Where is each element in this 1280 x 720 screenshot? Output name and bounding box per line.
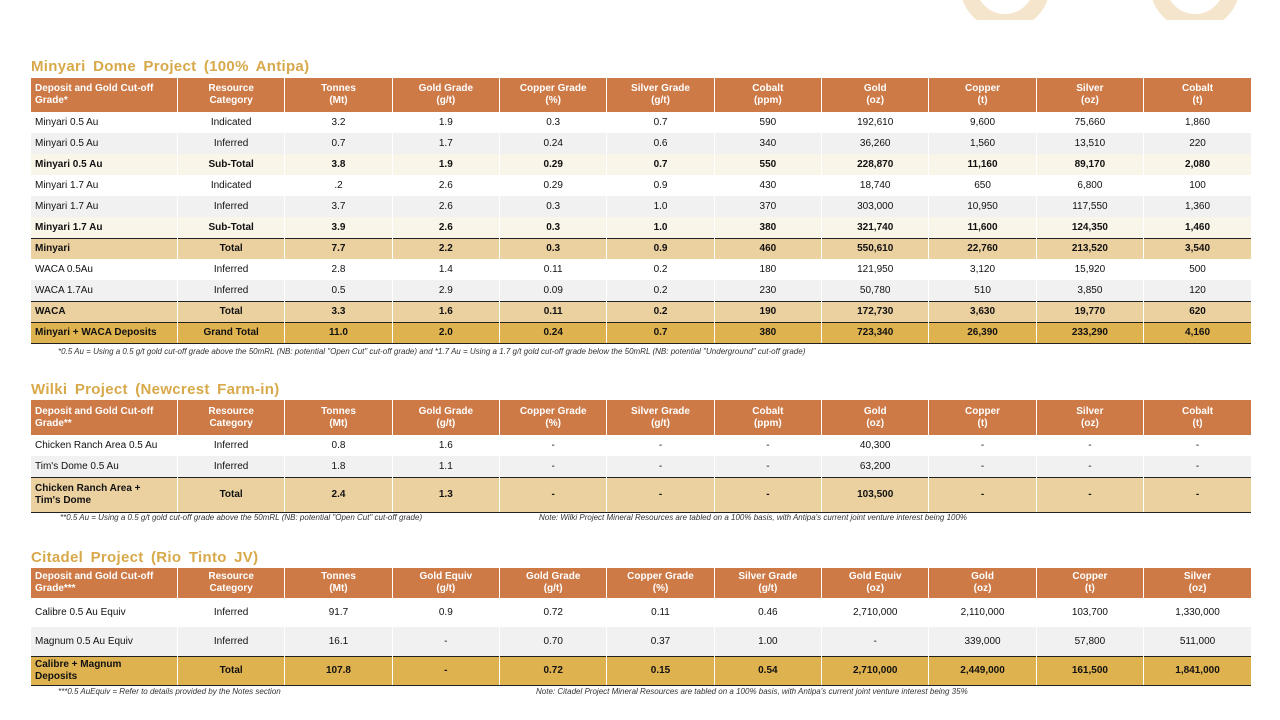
table-cell: 100 xyxy=(1144,175,1251,196)
table-cell: 75,660 xyxy=(1036,112,1143,133)
table-cell: 91.7 xyxy=(285,598,392,627)
minyari-resource-table xyxy=(31,78,1251,344)
table-cell: 57,800 xyxy=(1036,627,1143,656)
table-cell: - xyxy=(822,627,929,656)
table-cell: Grand Total xyxy=(177,322,284,343)
table-cell: 3.8 xyxy=(285,154,392,175)
table-cell: 1.9 xyxy=(392,112,499,133)
table-cell: 11,160 xyxy=(929,154,1036,175)
column-header: Gold Grade (g/t) xyxy=(392,78,499,112)
column-header: Gold (oz) xyxy=(822,78,929,112)
table-cell: Inferred xyxy=(177,435,284,456)
table-cell: 0.3 xyxy=(500,238,607,259)
column-header: Cobalt (t) xyxy=(1144,78,1251,112)
column-header: Gold (oz) xyxy=(929,568,1036,598)
table-cell: - xyxy=(714,435,821,456)
table-cell: 1,841,000 xyxy=(1144,656,1251,685)
table-cell: 0.11 xyxy=(500,259,607,280)
table-cell: 3.9 xyxy=(285,217,392,238)
minyari-title: Minyari Dome Project (100% Antipa) xyxy=(31,58,310,75)
table-cell: 63,200 xyxy=(822,456,929,477)
table-cell: Sub-Total xyxy=(177,217,284,238)
table-cell: 103,500 xyxy=(822,477,929,512)
column-header: Resource Category xyxy=(177,78,284,112)
table-cell: 430 xyxy=(714,175,821,196)
table-cell: 0.7 xyxy=(607,112,714,133)
wilki-note: Note: Wilki Project Mineral Resources are tabled on a 100% basis, with Antipa's current joint venture interest being 100% xyxy=(539,513,968,522)
table-cell: - xyxy=(500,456,607,477)
column-header: Deposit and Gold Cut-off Grade** xyxy=(31,400,177,435)
table-cell: - xyxy=(607,477,714,512)
grand-total-row xyxy=(31,656,1251,685)
minyari-header-row xyxy=(31,78,1251,112)
column-header: Gold Grade (g/t) xyxy=(500,568,607,598)
table-cell: Minyari 1.7 Au xyxy=(31,175,177,196)
column-header: Deposit and Gold Cut-off Grade* xyxy=(31,78,177,112)
table-cell: - xyxy=(929,435,1036,456)
table-cell: 9,600 xyxy=(929,112,1036,133)
table-cell: 121,950 xyxy=(822,259,929,280)
table-cell: 103,700 xyxy=(1036,598,1143,627)
table-cell: - xyxy=(1144,435,1251,456)
column-header: Copper (t) xyxy=(929,78,1036,112)
table-cell: Inferred xyxy=(177,196,284,217)
table-cell: 0.9 xyxy=(392,598,499,627)
table-cell: 172,730 xyxy=(822,301,929,322)
table-cell: - xyxy=(607,456,714,477)
table-cell: 0.11 xyxy=(500,301,607,322)
citadel-resource-table xyxy=(31,568,1251,686)
wilki-header-row xyxy=(31,400,1251,435)
table-cell: 2,080 xyxy=(1144,154,1251,175)
table-cell: 0.72 xyxy=(500,598,607,627)
column-header: Cobalt (t) xyxy=(1144,400,1251,435)
table-cell: Total xyxy=(177,656,284,685)
table-cell: Indicated xyxy=(177,175,284,196)
grand-total-row xyxy=(31,322,1251,343)
table-cell: 2.0 xyxy=(392,322,499,343)
column-header: Cobalt (ppm) xyxy=(714,78,821,112)
column-header: Tonnes (Mt) xyxy=(285,568,392,598)
column-header: Copper (t) xyxy=(929,400,1036,435)
table-cell: - xyxy=(929,456,1036,477)
table-cell: 0.2 xyxy=(607,280,714,301)
table-cell: Minyari 0.5 Au xyxy=(31,133,177,154)
table-cell: Inferred xyxy=(177,627,284,656)
table-cell: - xyxy=(1144,477,1251,512)
table-cell: 2.6 xyxy=(392,175,499,196)
table-cell: 6,800 xyxy=(1036,175,1143,196)
table-cell: 124,350 xyxy=(1036,217,1143,238)
table-cell: WACA 0.5Au xyxy=(31,259,177,280)
table-cell: - xyxy=(1036,477,1143,512)
column-header: Gold (oz) xyxy=(822,400,929,435)
table-cell: 380 xyxy=(714,322,821,343)
column-header: Cobalt (ppm) xyxy=(714,400,821,435)
table-cell: 18,740 xyxy=(822,175,929,196)
column-header: Tonnes (Mt) xyxy=(285,78,392,112)
column-header: Gold Grade (g/t) xyxy=(392,400,499,435)
column-header: Resource Category xyxy=(177,568,284,598)
table-cell: 1,360 xyxy=(1144,196,1251,217)
table-cell: .2 xyxy=(285,175,392,196)
table-cell: Total xyxy=(177,301,284,322)
table-cell: Chicken Ranch Area 0.5 Au xyxy=(31,435,177,456)
table-row xyxy=(31,175,1251,196)
table-cell: 0.72 xyxy=(500,656,607,685)
table-cell: 723,340 xyxy=(822,322,929,343)
citadel-footnote: ***0.5 AuEquiv = Refer to details provided by the Notes section xyxy=(58,687,281,696)
table-cell: - xyxy=(392,656,499,685)
citadel-note: Note: Citadel Project Mineral Resources are tabled on a 100% basis, with Antipa's current joint venture interest being 35% xyxy=(536,687,968,696)
column-header: Silver (oz) xyxy=(1036,400,1143,435)
table-cell: 3.7 xyxy=(285,196,392,217)
table-cell: 230 xyxy=(714,280,821,301)
table-cell: Minyari 0.5 Au xyxy=(31,154,177,175)
table-row xyxy=(31,598,1251,627)
table-cell: Inferred xyxy=(177,280,284,301)
table-cell: 370 xyxy=(714,196,821,217)
table-cell: 190 xyxy=(714,301,821,322)
table-cell: 228,870 xyxy=(822,154,929,175)
table-cell: 1.6 xyxy=(392,435,499,456)
column-header: Deposit and Gold Cut-off Grade*** xyxy=(31,568,177,598)
table-cell: Minyari 1.7 Au xyxy=(31,196,177,217)
table-cell: - xyxy=(1144,456,1251,477)
table-cell: 303,000 xyxy=(822,196,929,217)
wilki-resource-table xyxy=(31,400,1251,513)
table-cell: 590 xyxy=(714,112,821,133)
table-cell: - xyxy=(1036,456,1143,477)
table-cell: 107.8 xyxy=(285,656,392,685)
table-cell: 2,710,000 xyxy=(822,598,929,627)
table-cell: 0.37 xyxy=(607,627,714,656)
column-header: Copper Grade (%) xyxy=(607,568,714,598)
table-cell: 220 xyxy=(1144,133,1251,154)
table-cell: Tim's Dome 0.5 Au xyxy=(31,456,177,477)
table-cell: 0.11 xyxy=(607,598,714,627)
table-cell: 19,770 xyxy=(1036,301,1143,322)
table-cell: 3.2 xyxy=(285,112,392,133)
table-cell: 339,000 xyxy=(929,627,1036,656)
table-cell: Calibre + Magnum Deposits xyxy=(31,656,177,685)
table-cell: 2,110,000 xyxy=(929,598,1036,627)
table-cell: 1.0 xyxy=(607,196,714,217)
table-cell: 0.7 xyxy=(607,154,714,175)
table-cell: 321,740 xyxy=(822,217,929,238)
table-cell: 16.1 xyxy=(285,627,392,656)
table-cell: 0.3 xyxy=(500,217,607,238)
table-cell: - xyxy=(392,627,499,656)
table-cell: 340 xyxy=(714,133,821,154)
column-header: Tonnes (Mt) xyxy=(285,400,392,435)
table-cell: 3,540 xyxy=(1144,238,1251,259)
table-cell: 233,290 xyxy=(1036,322,1143,343)
table-cell: - xyxy=(929,477,1036,512)
table-cell: Sub-Total xyxy=(177,154,284,175)
table-cell: 511,000 xyxy=(1144,627,1251,656)
table-cell: 0.15 xyxy=(607,656,714,685)
table-cell: Minyari + WACA Deposits xyxy=(31,322,177,343)
table-cell: 1,330,000 xyxy=(1144,598,1251,627)
column-header: Silver (oz) xyxy=(1036,78,1143,112)
table-cell: 2.9 xyxy=(392,280,499,301)
table-cell: 117,550 xyxy=(1036,196,1143,217)
subtotal-row xyxy=(31,217,1251,238)
column-header: Copper (t) xyxy=(1036,568,1143,598)
table-cell: - xyxy=(607,435,714,456)
table-cell: - xyxy=(1036,435,1143,456)
table-cell: 13,510 xyxy=(1036,133,1143,154)
table-cell: 2,710,000 xyxy=(822,656,929,685)
table-cell: - xyxy=(500,477,607,512)
table-cell: WACA 1.7Au xyxy=(31,280,177,301)
table-cell: 0.46 xyxy=(714,598,821,627)
minyari-footnote: *0.5 Au = Using a 0.5 g/t gold cut-off grade above the 50mRL (NB: potential "Open Cut" cut-off grade) and *1.7 Au = Using a 1.7 g/t gold cut-off grade below the 50mRL (NB: potential "Underground" cut-off grade) xyxy=(58,347,806,356)
table-cell: 11,600 xyxy=(929,217,1036,238)
table-cell: 650 xyxy=(929,175,1036,196)
table-cell: 22,760 xyxy=(929,238,1036,259)
table-cell: 550 xyxy=(714,154,821,175)
column-header: Silver Grade (g/t) xyxy=(607,400,714,435)
table-cell: Minyari 1.7 Au xyxy=(31,217,177,238)
table-cell: 40,300 xyxy=(822,435,929,456)
table-cell: 36,260 xyxy=(822,133,929,154)
table-cell: 0.5 xyxy=(285,280,392,301)
table-cell: 1.7 xyxy=(392,133,499,154)
table-row xyxy=(31,280,1251,301)
table-cell: 510 xyxy=(929,280,1036,301)
table-row xyxy=(31,259,1251,280)
table-cell: 2.2 xyxy=(392,238,499,259)
table-cell: 2.4 xyxy=(285,477,392,512)
table-cell: 2.6 xyxy=(392,217,499,238)
table-cell: 0.3 xyxy=(500,196,607,217)
table-cell: 89,170 xyxy=(1036,154,1143,175)
corner-decoration xyxy=(950,0,1250,20)
column-header: Copper Grade (%) xyxy=(500,400,607,435)
table-cell: - xyxy=(714,456,821,477)
table-cell: 0.70 xyxy=(500,627,607,656)
table-cell: WACA xyxy=(31,301,177,322)
table-cell: Inferred xyxy=(177,259,284,280)
table-cell: Minyari xyxy=(31,238,177,259)
table-cell: 0.24 xyxy=(500,133,607,154)
table-cell: Inferred xyxy=(177,456,284,477)
table-cell: 11.0 xyxy=(285,322,392,343)
table-cell: 0.29 xyxy=(500,154,607,175)
table-cell: 550,610 xyxy=(822,238,929,259)
table-cell: - xyxy=(714,477,821,512)
table-cell: 161,500 xyxy=(1036,656,1143,685)
table-row xyxy=(31,133,1251,154)
column-header: Silver Grade (g/t) xyxy=(714,568,821,598)
column-header: Silver Grade (g/t) xyxy=(607,78,714,112)
table-cell: 10,950 xyxy=(929,196,1036,217)
table-row xyxy=(31,435,1251,456)
wilki-title: Wilki Project (Newcrest Farm-in) xyxy=(31,381,280,398)
table-cell: 4,160 xyxy=(1144,322,1251,343)
table-cell: 1.9 xyxy=(392,154,499,175)
table-cell: 213,520 xyxy=(1036,238,1143,259)
column-header: Gold Equiv (oz) xyxy=(822,568,929,598)
table-cell: Calibre 0.5 Au Equiv xyxy=(31,598,177,627)
table-cell: 192,610 xyxy=(822,112,929,133)
table-cell: Inferred xyxy=(177,133,284,154)
table-cell: 1.00 xyxy=(714,627,821,656)
table-cell: 0.2 xyxy=(607,301,714,322)
table-cell: 1.1 xyxy=(392,456,499,477)
table-row xyxy=(31,627,1251,656)
table-cell: 380 xyxy=(714,217,821,238)
table-cell: Chicken Ranch Area + Tim's Dome xyxy=(31,477,177,512)
table-cell: 0.7 xyxy=(285,133,392,154)
table-cell: Total xyxy=(177,477,284,512)
table-cell: 2.6 xyxy=(392,196,499,217)
wilki-footnote: **0.5 Au = Using a 0.5 g/t gold cut-off grade above the 50mRL (NB: potential "Open Cut" cut-off grade) xyxy=(60,513,423,522)
table-cell: 3.3 xyxy=(285,301,392,322)
table-cell: 7.7 xyxy=(285,238,392,259)
table-cell: 1,560 xyxy=(929,133,1036,154)
table-cell: 1,460 xyxy=(1144,217,1251,238)
table-cell: 26,390 xyxy=(929,322,1036,343)
table-cell: 620 xyxy=(1144,301,1251,322)
citadel-header-row xyxy=(31,568,1251,598)
citadel-title: Citadel Project (Rio Tinto JV) xyxy=(31,549,259,566)
table-cell: 2,449,000 xyxy=(929,656,1036,685)
table-cell: 1,860 xyxy=(1144,112,1251,133)
table-row xyxy=(31,112,1251,133)
table-cell: 1.6 xyxy=(392,301,499,322)
column-header: Resource Category xyxy=(177,400,284,435)
table-cell: 500 xyxy=(1144,259,1251,280)
table-cell: 1.8 xyxy=(285,456,392,477)
total-row xyxy=(31,301,1251,322)
table-cell: 1.0 xyxy=(607,217,714,238)
table-cell: Inferred xyxy=(177,598,284,627)
table-cell: 0.7 xyxy=(607,322,714,343)
table-cell: 0.3 xyxy=(500,112,607,133)
column-header: Copper Grade (%) xyxy=(500,78,607,112)
table-row xyxy=(31,196,1251,217)
total-row xyxy=(31,477,1251,512)
table-cell: 0.29 xyxy=(500,175,607,196)
table-cell: 0.8 xyxy=(285,435,392,456)
table-cell: 120 xyxy=(1144,280,1251,301)
table-cell: 1.3 xyxy=(392,477,499,512)
total-row xyxy=(31,238,1251,259)
table-cell: 3,850 xyxy=(1036,280,1143,301)
column-header: Silver (oz) xyxy=(1144,568,1251,598)
table-cell: 0.6 xyxy=(607,133,714,154)
subtotal-row xyxy=(31,154,1251,175)
table-cell: 50,780 xyxy=(822,280,929,301)
column-header: Gold Equiv (g/t) xyxy=(392,568,499,598)
table-cell: 0.24 xyxy=(500,322,607,343)
table-cell: 15,920 xyxy=(1036,259,1143,280)
table-cell: 3,630 xyxy=(929,301,1036,322)
table-cell: 0.9 xyxy=(607,175,714,196)
table-cell: 0.09 xyxy=(500,280,607,301)
table-cell: 0.9 xyxy=(607,238,714,259)
table-cell: 2.8 xyxy=(285,259,392,280)
table-cell: 0.2 xyxy=(607,259,714,280)
table-cell: Minyari 0.5 Au xyxy=(31,112,177,133)
table-cell: Magnum 0.5 Au Equiv xyxy=(31,627,177,656)
table-cell: Indicated xyxy=(177,112,284,133)
table-cell: 0.54 xyxy=(714,656,821,685)
table-row xyxy=(31,456,1251,477)
table-cell: 180 xyxy=(714,259,821,280)
table-cell: Total xyxy=(177,238,284,259)
table-cell: 1.4 xyxy=(392,259,499,280)
table-cell: 3,120 xyxy=(929,259,1036,280)
table-cell: - xyxy=(500,435,607,456)
table-cell: 460 xyxy=(714,238,821,259)
